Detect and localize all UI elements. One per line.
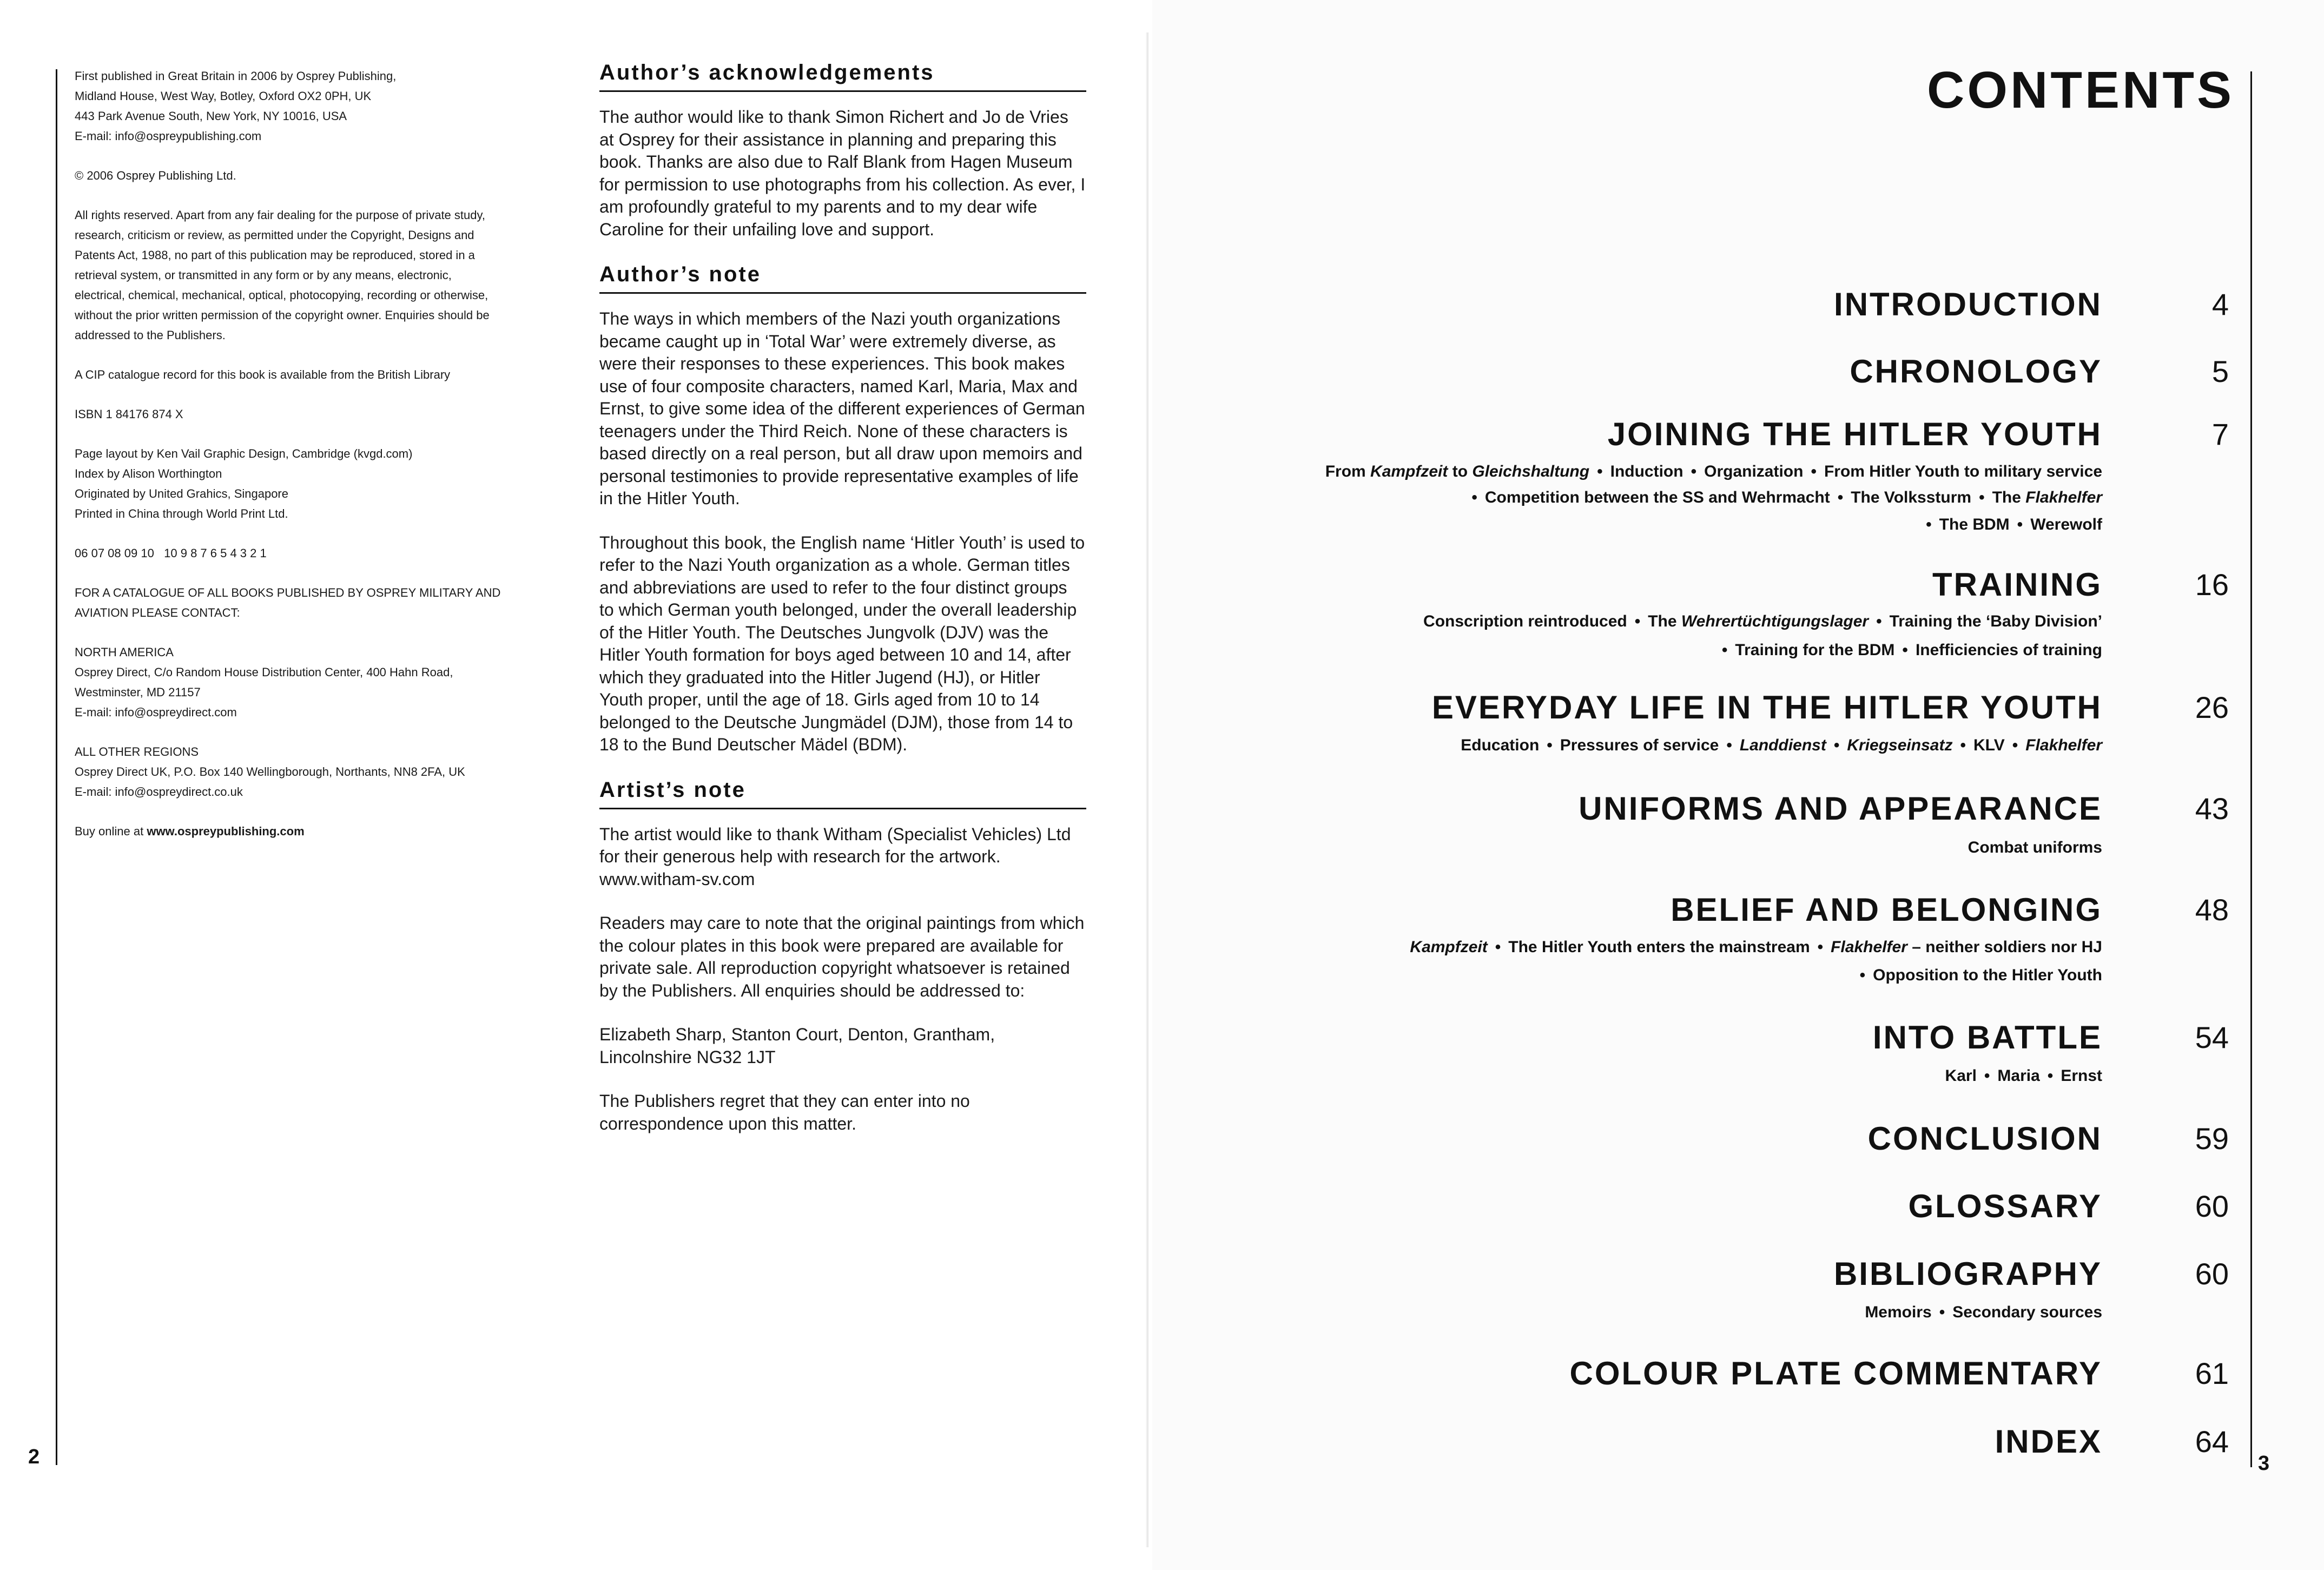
toc-heading[interactable]: EVERYDAY LIFE IN THE HITLER YOUTH bbox=[1431, 689, 2102, 725]
toc-page-number: 43 bbox=[2195, 791, 2229, 826]
authors-note-section bbox=[599, 262, 1086, 756]
toc-subtopic-text: Induction bbox=[1610, 463, 1683, 480]
toc-subtopic-text: Karl bbox=[1945, 1067, 1977, 1085]
bullet-separator: • bbox=[1876, 612, 1882, 630]
toc-subtopics bbox=[1461, 736, 2102, 755]
toc-subtopic-text: From Hitler Youth to military service bbox=[1824, 463, 2102, 480]
toc-subtopic-text: to bbox=[1448, 463, 1473, 480]
toc-subtopic-text: Pressures of service bbox=[1560, 736, 1719, 754]
imprint-line: research, criticism or review, as permitted under the Copyright, Designs and bbox=[75, 228, 474, 242]
toc-page-number: 59 bbox=[2195, 1122, 2229, 1156]
toc-heading[interactable]: TRAINING bbox=[1932, 566, 2102, 603]
toc-subtopic-text: Combat uniforms bbox=[1968, 839, 2102, 856]
imprint-line: Westminster, MD 21157 bbox=[75, 685, 201, 699]
bullet-separator: • bbox=[1726, 736, 1732, 754]
toc-subtopic-text: – neither soldiers nor HJ bbox=[1907, 938, 2102, 956]
toc-subtopic-text: Training for the BDM bbox=[1735, 641, 1895, 659]
imprint-line: Printed in China through World Print Ltd. bbox=[75, 507, 288, 520]
toc-subtopic-text: Organization bbox=[1704, 463, 1804, 480]
acknowledgements-text: The author would like to thank Simon Richert and Jo de Vries at Osprey for their assistance in planning and preparing this book. Thanks are also due to Ralf Blank from Hagen Museum for permission to use photographs from his collection. As ever, I am profoundly grateful to my parents and to my dear wife Caroline for their unfailing love and support. bbox=[599, 107, 1086, 239]
toc-subtopics bbox=[1865, 1303, 2102, 1322]
toc-subtopic-text: Training the ‘Baby Division’ bbox=[1889, 612, 2102, 630]
toc-page-number: 4 bbox=[2211, 287, 2229, 321]
imprint-email: E-mail: info@ospreydirect.com bbox=[75, 705, 237, 719]
toc-page-number: 54 bbox=[2195, 1020, 2229, 1054]
right-margin-rule bbox=[2250, 71, 2252, 1467]
toc-page-number: 60 bbox=[2195, 1257, 2229, 1291]
bullet-separator: • bbox=[2047, 1067, 2054, 1085]
bullet-separator: • bbox=[1837, 489, 1844, 506]
toc-subtopic-text: Ernst bbox=[2061, 1067, 2102, 1085]
toc-page-number: 48 bbox=[2195, 893, 2229, 927]
imprint-cip: A CIP catalogue record for this book is available from the British Library bbox=[75, 368, 451, 381]
toc-subtopic-text: Kriegseinsatz bbox=[1847, 736, 1953, 754]
imprint-rights bbox=[75, 205, 567, 345]
artists-note-heading: Artist’s note bbox=[599, 778, 1086, 809]
bullet-separator: • bbox=[1691, 463, 1697, 480]
toc-subtopic-text: Flakhelfer bbox=[2025, 489, 2102, 506]
toc-page-number: 26 bbox=[2195, 690, 2229, 724]
bullet-separator: • bbox=[1833, 736, 1840, 754]
imprint-catalogue bbox=[75, 583, 567, 623]
toc-page-number: 64 bbox=[2195, 1424, 2229, 1459]
page-number-left: 2 bbox=[28, 1446, 40, 1468]
imprint-production bbox=[75, 444, 567, 524]
toc-heading[interactable]: GLOSSARY bbox=[1908, 1188, 2102, 1224]
toc-subtopic-text: Werewolf bbox=[2030, 516, 2102, 533]
toc-subtopic-text: Maria bbox=[1997, 1067, 2040, 1085]
toc-heading[interactable]: UNIFORMS AND APPEARANCE bbox=[1579, 790, 2102, 827]
toc-subtopics bbox=[1918, 516, 2102, 534]
imprint-print-line: 06 07 08 09 10 10 9 8 7 6 5 4 3 2 1 bbox=[75, 546, 267, 560]
page-number-right: 3 bbox=[2258, 1452, 2270, 1475]
imprint-buy-online bbox=[75, 821, 567, 841]
imprint-line: addressed to the Publishers. bbox=[75, 328, 226, 342]
authors-note-paragraph: Throughout this book, the English name ‘Hitler Youth’ is used to refer to the Nazi Youth organization as a whole. German titles and abbreviations are used to refer to the four distinct groups to which German youth belonged, under the overall leadership of the Hitler Youth. The Deutsches Jungvolk (DJV) was the Hitler Youth formation for boys aged between 10 and 14, after which they graduated into the Hitler Jugend (HJ), or Hitler Youth proper, until the age of 18. Girls aged from 10 to 14 belonged to the Deutsche Jungmädel (DJM), those from 14 to 18 to the Bund Deutscher Mädel (BDM). bbox=[599, 532, 1085, 754]
bullet-separator: • bbox=[1902, 641, 1908, 659]
toc-heading[interactable]: JOINING THE HITLER YOUTH bbox=[1607, 416, 2102, 452]
toc-subtopic-text: The Hitler Youth enters the mainstream bbox=[1508, 938, 1810, 956]
imprint-line: ALL OTHER REGIONS bbox=[75, 745, 199, 758]
bullet-separator: • bbox=[1471, 489, 1477, 506]
imprint-north-america bbox=[75, 642, 567, 722]
toc-subtopic-text: Conscription reintroduced bbox=[1423, 612, 1627, 630]
toc-subtopic-text: Flakhelfer bbox=[2025, 736, 2102, 754]
imprint-line: Page layout by Ken Vail Graphic Design, Cambridge (kvgd.com) bbox=[75, 447, 413, 460]
left-page bbox=[0, 0, 1152, 1570]
toc-subtopic-text: Memoirs bbox=[1865, 1303, 1932, 1321]
imprint-line: retrieval system, or transmitted in any form or by any means, electronic, bbox=[75, 268, 452, 282]
bullet-separator: • bbox=[1817, 938, 1824, 956]
toc-page-number: 7 bbox=[2211, 417, 2229, 451]
bullet-separator: • bbox=[1939, 1303, 1945, 1321]
right-page bbox=[1152, 0, 2324, 1570]
toc-subtopic-text: From bbox=[1325, 463, 1371, 480]
toc-subtopics bbox=[1714, 641, 2102, 659]
buy-online-label: Buy online at bbox=[75, 824, 144, 838]
toc-heading[interactable]: INTO BATTLE bbox=[1872, 1019, 2102, 1056]
toc-subtopic-text: Education bbox=[1461, 736, 1540, 754]
toc-heading[interactable]: BIBLIOGRAPHY bbox=[1833, 1256, 2102, 1292]
toc-page-number: 61 bbox=[2195, 1356, 2229, 1390]
toc-heading[interactable]: CONCLUSION bbox=[1867, 1120, 2102, 1157]
toc-subtopic-text: Gleichshaltung bbox=[1472, 463, 1590, 480]
toc-subtopic-text: KLV bbox=[1973, 736, 2005, 754]
bullet-separator: • bbox=[1597, 463, 1603, 480]
imprint-copyright: © 2006 Osprey Publishing Ltd. bbox=[75, 169, 236, 182]
imprint-line: Osprey Direct UK, P.O. Box 140 Wellingborough, Northants, NN8 2FA, UK bbox=[75, 765, 465, 779]
book-gutter bbox=[1146, 32, 1149, 1547]
toc-heading[interactable]: BELIEF AND BELONGING bbox=[1671, 892, 2102, 928]
toc-subtopic-text: Inefficiencies of training bbox=[1915, 641, 2102, 659]
imprint-line: Midland House, West Way, Botley, Oxford OX2 0PH, UK bbox=[75, 89, 372, 103]
imprint-email: E-mail: info@ospreydirect.co.uk bbox=[75, 785, 243, 799]
toc-subtopics bbox=[1852, 966, 2102, 985]
toc-page-number: 5 bbox=[2211, 354, 2229, 388]
toc-subtopic-text: Opposition to the Hitler Youth bbox=[1873, 966, 2102, 984]
imprint-line: All rights reserved. Apart from any fair dealing for the purpose of private study, bbox=[75, 208, 485, 222]
toc-subtopics bbox=[1968, 839, 2102, 857]
toc-subtopic-text: Flakhelfer bbox=[1831, 938, 1907, 956]
artists-note-paragraph: The Publishers regret that they can enter into no correspondence upon this matter. bbox=[599, 1091, 970, 1133]
toc-heading[interactable]: COLOUR PLATE COMMENTARY bbox=[1569, 1355, 2102, 1391]
imprint-line: Index by Alison Worthington bbox=[75, 467, 222, 480]
imprint-line: Osprey Direct, C/o Random House Distribution Center, 400 Hahn Road, bbox=[75, 665, 453, 679]
imprint-line: FOR A CATALOGUE OF ALL BOOKS PUBLISHED BY OSPREY MILITARY AND bbox=[75, 586, 501, 599]
imprint-other-regions bbox=[75, 742, 567, 802]
imprint-publication bbox=[75, 66, 567, 146]
bullet-separator: • bbox=[1495, 938, 1501, 956]
toc-subtopics bbox=[1410, 938, 2102, 956]
toc-subtopic-text: The bbox=[1992, 489, 2026, 506]
imprint-line: Patents Act, 1988, no part of this publication may be reproduced, stored in a bbox=[75, 248, 475, 262]
toc-subtopic-text: Secondary sources bbox=[1952, 1303, 2102, 1321]
toc-subtopics bbox=[1464, 489, 2102, 507]
toc-subtopic-text: Kampfzeit bbox=[1370, 463, 1448, 480]
toc-heading[interactable]: CHRONOLOGY bbox=[1850, 353, 2102, 390]
toc-subtopic-text: Landdienst bbox=[1739, 736, 1826, 754]
imprint-line: AVIATION PLEASE CONTACT: bbox=[75, 606, 240, 619]
notes-column bbox=[599, 61, 1086, 1157]
toc-subtopics bbox=[1325, 463, 2102, 481]
toc-subtopic-text: Kampfzeit bbox=[1410, 938, 1488, 956]
toc-subtopics bbox=[1423, 612, 2102, 631]
contents-title: CONTENTS bbox=[1927, 61, 2234, 119]
toc-subtopic-text: The BDM bbox=[1939, 516, 2010, 533]
imprint-line: 443 Park Avenue South, New York, NY 10016, USA bbox=[75, 109, 347, 123]
buy-online-link[interactable]: www.ospreypublishing.com bbox=[147, 824, 305, 838]
acknowledgements-heading: Author’s acknowledgements bbox=[599, 61, 1086, 92]
imprint-email: E-mail: info@ospreypublishing.com bbox=[75, 129, 262, 143]
toc-subtopic-text: The bbox=[1648, 612, 1681, 630]
bullet-separator: • bbox=[2012, 736, 2018, 754]
toc-heading[interactable]: INDEX bbox=[1995, 1423, 2102, 1460]
toc-subtopics bbox=[1945, 1067, 2102, 1085]
bullet-separator: • bbox=[2017, 516, 2023, 533]
bullet-separator: • bbox=[1926, 516, 1932, 533]
imprint-line: without the prior written permission of the copyright owner. Enquiries should be bbox=[75, 308, 490, 322]
imprint-column bbox=[75, 66, 567, 861]
toc-subtopic-text: The Volkssturm bbox=[1851, 489, 1972, 506]
imprint-isbn: ISBN 1 84176 874 X bbox=[75, 407, 183, 421]
bullet-separator: • bbox=[1721, 641, 1728, 659]
artists-note-section bbox=[599, 778, 1086, 1136]
toc-heading[interactable]: INTRODUCTION bbox=[1834, 286, 2102, 322]
toc-subtopic-text: Competition between the SS and Wehrmacht bbox=[1484, 489, 1830, 506]
toc-subtopic-text: Wehrertüchtigungslager bbox=[1681, 612, 1869, 630]
authors-note-paragraph: The ways in which members of the Nazi youth organizations became caught up in ‘Total War’ were extremely diverse, as were their responses to these experiences. This book makes use of four composite characters, named Karl, Maria, Max and Ernst, to give some idea of the different experiences of German teenagers under the Third Reich. None of these characters is based directly on a real person, but all draw upon memoirs and personal testimonies to provide representative examples of life in the Hitler Youth. bbox=[599, 309, 1085, 508]
bullet-separator: • bbox=[1811, 463, 1817, 480]
imprint-line: Originated by United Grahics, Singapore bbox=[75, 487, 288, 500]
left-margin-rule bbox=[56, 69, 57, 1465]
bullet-separator: • bbox=[1859, 966, 1866, 984]
bullet-separator: • bbox=[1984, 1067, 1990, 1085]
authors-note-heading: Author’s note bbox=[599, 262, 1086, 294]
artists-note-paragraph: Elizabeth Sharp, Stanton Court, Denton, Grantham, Lincolnshire NG32 1JT bbox=[599, 1025, 995, 1067]
bullet-separator: • bbox=[1547, 736, 1553, 754]
bullet-separator: • bbox=[1634, 612, 1641, 630]
bullet-separator: • bbox=[1960, 736, 1966, 754]
artists-note-paragraph: The artist would like to thank Witham (Specialist Vehicles) Ltd for their generous help with research for the artwork. www.witham-sv.com bbox=[599, 824, 1071, 889]
acknowledgements-section bbox=[599, 61, 1086, 241]
imprint-line: NORTH AMERICA bbox=[75, 645, 174, 659]
toc-page-number: 16 bbox=[2195, 568, 2229, 602]
imprint-line: electrical, chemical, mechanical, optical, photocopying, recording or otherwise, bbox=[75, 288, 488, 302]
bullet-separator: • bbox=[1979, 489, 1985, 506]
artists-note-paragraph: Readers may care to note that the original paintings from which the colour plates in this book were prepared are available for private sale. All reproduction copyright whatsoever is retained by the Publishers. All enquiries should be addressed to: bbox=[599, 913, 1085, 1000]
imprint-line: First published in Great Britain in 2006 by Osprey Publishing, bbox=[75, 69, 397, 83]
toc-page-number: 60 bbox=[2195, 1189, 2229, 1223]
